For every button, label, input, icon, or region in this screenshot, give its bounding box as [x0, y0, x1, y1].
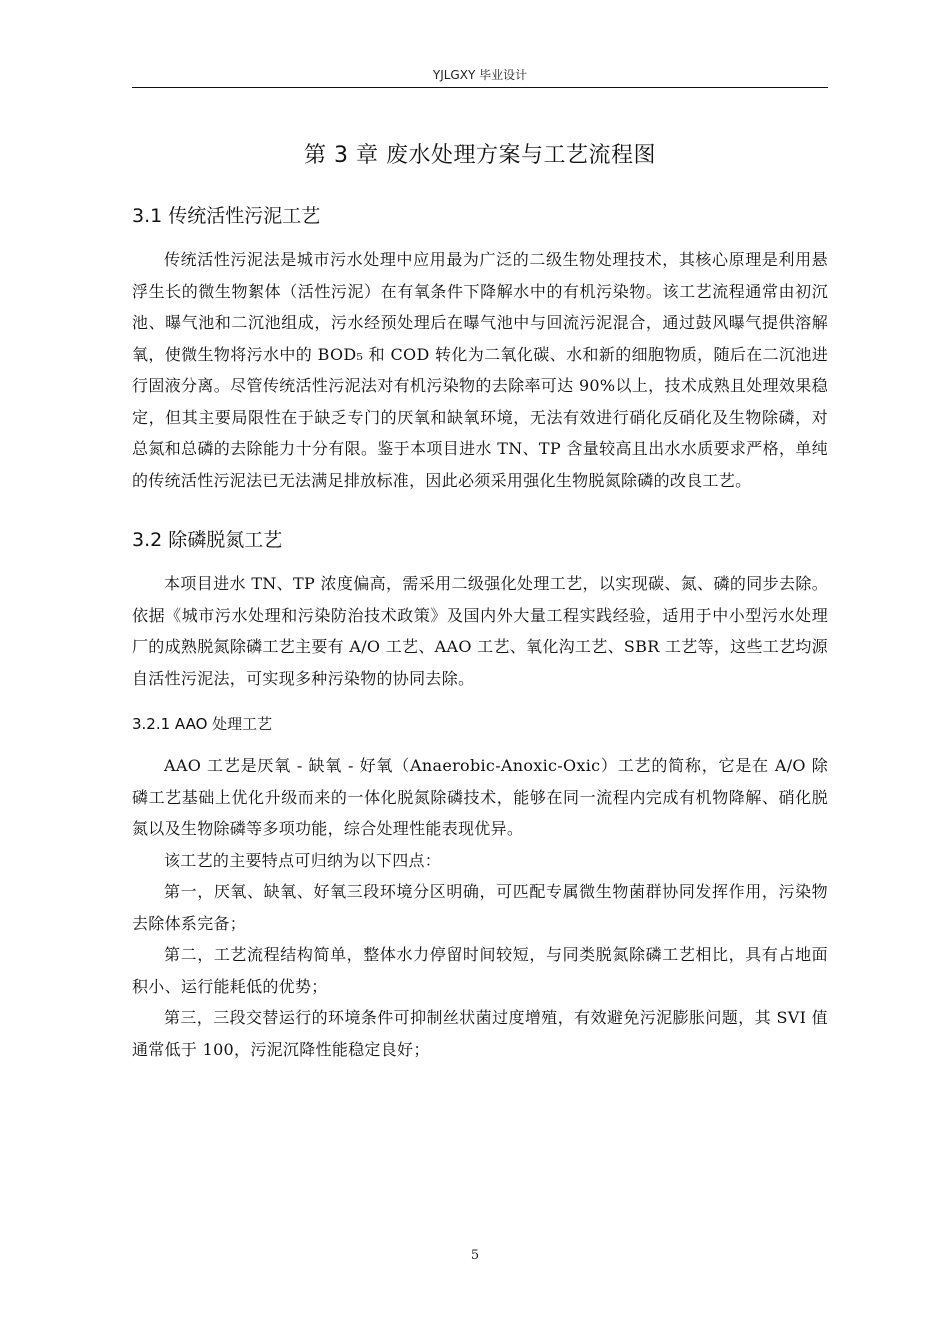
paragraph: 第二，工艺流程结构简单，整体水力停留时间较短，与同类脱氮除磷工艺相比，具有占地面积小、运行能耗低的优势；: [132, 945, 828, 996]
header-divider: [132, 87, 828, 88]
paragraph: AAO 工艺是厌氧 - 缺氧 - 好氧（Anaerobic-Anoxic-Oxic）工艺的简称，它是在 A/O 除磷工艺基础上优化升级而来的一体化脱氮除磷技术，能够在同一流程内完成有机物降解、硝化脱氮以及生物除磷等多项功能，综合处理性能表现优异。: [132, 756, 828, 838]
paragraph: 传统活性污泥法是城市污水处理中应用最为广泛的二级生物处理技术，其核心原理是利用悬浮生长的微生物絮体（活性污泥）在有氧条件下降解水中的有机污染物。该工艺流程通常由初沉池、曝气池和二沉池组成，污水经预处理后在曝气池中与回流污泥混合，通过鼓风曝气提供溶解氧，使微生物将污水中的 BOD₅ 和 COD 转化为二氧化碳、水和新的细胞物质，随后在二沉池进行固液分离。尽管传统活性污泥法对有机污染物的去除率可达 90%以上，技术成熟且处理效果稳定，但其主要局限性在于缺乏专门的厌氧和缺氧环境，无法有效进行硝化反硝化及生物除磷，对总氮和总磷的去除能力十分有限。鉴于本项目进水 TN、TP 含量较高且出水水质要求严格，单纯的传统活性污泥法已无法满足排放标准，因此必须采用强化生物脱氮除磷的改良工艺。: [132, 250, 828, 490]
chapter-title: 第 3 章 废水处理方案与工艺流程图: [304, 143, 656, 168]
paragraph: 第三，三段交替运行的环境条件可抑制丝状菌过度增殖，有效避免污泥膨胀问题，其 SVI 值通常低于 100，污泥沉降性能稳定良好；: [132, 1008, 828, 1059]
paragraph: 本项目进水 TN、TP 浓度偏高，需采用二级强化处理工艺，以实现碳、氮、磷的同步去除。依据《城市污水处理和污染防治技术政策》及国内外大量工程实践经验，适用于中小型污水处理厂的成熟脱氮除磷工艺主要有 A/O 工艺、AAO 工艺、氧化沟工艺、SBR 工艺等，这些工艺均源自活性污泥法，可实现多种污染物的协同去除。: [132, 574, 828, 688]
page-number: 5: [470, 1248, 480, 1263]
section-title-3-2: 3.2 除磷脱氮工艺: [132, 529, 283, 551]
page-content: [132, 140, 828, 1065]
page-header: YJLGXY 毕业设计: [432, 68, 528, 82]
paragraph: 该工艺的主要特点可归纳为以下四点：: [164, 850, 442, 870]
subsection-title-3-2-1: 3.2.1 AAO 处理工艺: [132, 715, 273, 733]
paragraph: 第一，厌氧、缺氧、好氧三段环境分区明确，可匹配专属微生物菌群协同发挥作用，污染物去除体系完备；: [132, 882, 828, 933]
section-title-3-1: 3.1 传统活性污泥工艺: [132, 205, 321, 227]
